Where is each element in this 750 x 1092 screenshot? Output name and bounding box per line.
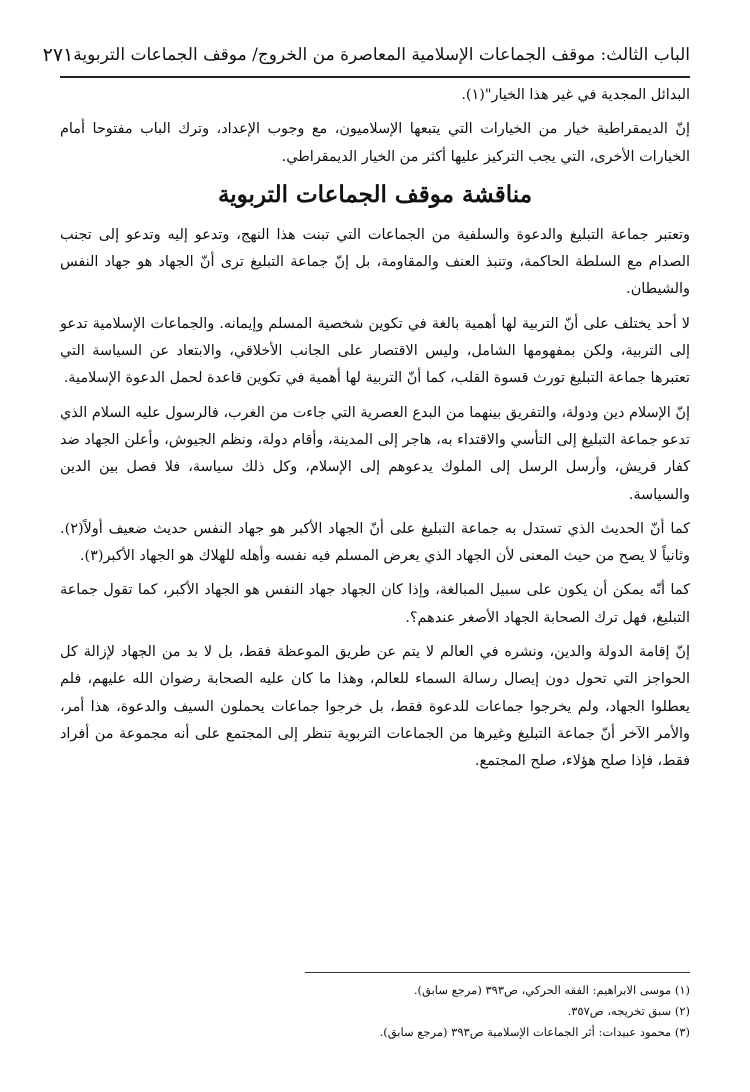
paragraph-5: إنّ الإسلام دين ودولة، والتفريق بينهما من البدع العصرية التي جاءت من الغرب، فالرسول عليه السلام الذي تدعو جماعة التبليغ إلى التأسي والاقتداء به، هاجر إلى المدينة، وأقام دولة، ونظم الجيوش، وأعلن الجهاد ضد كفار قريش، وأرسل الرسل إلى الملوك يدعوهم إلى الإسلام، وكل ذلك سياسة، فلا فصل بين الدين والسياسة. (60, 404, 690, 503)
footnote-1: (١) موسى الابراهيم: الفقه الحركي، ص٣٩٣ (مرجع سابق). (413, 983, 690, 997)
header-divider (60, 76, 690, 78)
section-heading: مناقشة موقف الجماعات التربوية (217, 180, 533, 208)
paragraph-2: إنّ الديمقراطية خيار من الخيارات التي يتبعها الإسلاميون، مع وجوب الإعداد، وترك الباب مفتوحا أمام الخيارات الأخرى، التي يجب التركيز عليها أكثر من الخيار الديمقراطي. (60, 121, 690, 165)
footnote-divider (305, 972, 690, 973)
chapter-title: الباب الثالث: موقف الجماعات الإسلامية المعاصرة من الخروج/ موقف الجماعات التربوية (73, 45, 690, 65)
paragraph-3: وتعتبر جماعة التبليغ والدعوة والسلفية من الجماعات التي تبنت هذا النهج، وتدعو إليه وتدعو إلى تجنب الصدام مع السلطة الحاكمة، وتنبذ العنف والمقاومة، بل إنّ جماعة التبليغ ترى أنّ الجهاد هو جهاد النفس والشيطان. (60, 226, 690, 298)
running-header (42, 36, 690, 74)
footnotes (60, 980, 690, 1043)
footnote-3: (٣) محمود عبيدات: أثر الجماعات الإسلامية ص٣٩٣ (مرجع سابق). (379, 1025, 690, 1039)
paragraph-1: البدائل المجدية في غير هذا الخيار"(١). (461, 87, 690, 103)
paragraph-4: لا أحد يختلف على أنّ التربية لها أهمية بالغة في تكوين شخصية المسلم وإيمانه. والجماعات الإسلامية تدعو إلى التربية، ولكن بمفهومها الشامل، وليس الاقتصار على الجانب الأخلاقي، والابتعاد عن السياسة التي تعتبرها جماعة التبليغ تورث قسوة القلب، كما أنّ التربية لها أهمية في تكوين قاعدة لحمل الدعوة الإسلامية. (60, 315, 690, 387)
paragraph-8: إنّ إقامة الدولة والدين، ونشره في العالم لا يتم عن طريق الموعظة فقط، بل لا بد من الجهاد لإزالة كل الحواجز التي تحول دون إيصال رسالة السماء للعالم، وهذا ما كان عليه الصحابة رضوان الله عليهم، فلم يعطلوا الجهاد، ولم يخرجوا جماعات للدعوة فقط، بل خرجوا جماعات يحملون السيف والدعوة، هذا أمر، والأمر الآخر أنّ جماعة التبليغ وغيرها من الجماعات التربوية تنظر إلى المجتمع على أنه مجموعة من أفراد فقط، فإذا صلح هؤلاء، صلح المجتمع. (60, 644, 690, 770)
page-number: ٢٧١ (42, 44, 74, 66)
paragraph-6: كما أنّ الحديث الذي تستدل به جماعة التبليغ على أنّ الجهاد الأكبر هو جهاد النفس حديث ضعيف أولاً(٢). وثانياً لا يصح من حيث المعنى لأن الجهاد الذي يعرض المسلم فيه نفسه وأهله للهلاك هو الجهاد الأكبر(٣). (60, 520, 690, 565)
footnote-2: (٢) سبق تخريجه، ص٣٥٧. (567, 1004, 690, 1018)
paragraph-7: كما أنّه يمكن أن يكون على سبيل المبالغة، وإذا كان الجهاد جهاد النفس هو الجهاد الأكبر، كما تقول جماعة التبليغ، فهل ترك الصحابة الجهاد الأصغر عندهم؟. (60, 582, 690, 626)
main-text (60, 82, 690, 783)
